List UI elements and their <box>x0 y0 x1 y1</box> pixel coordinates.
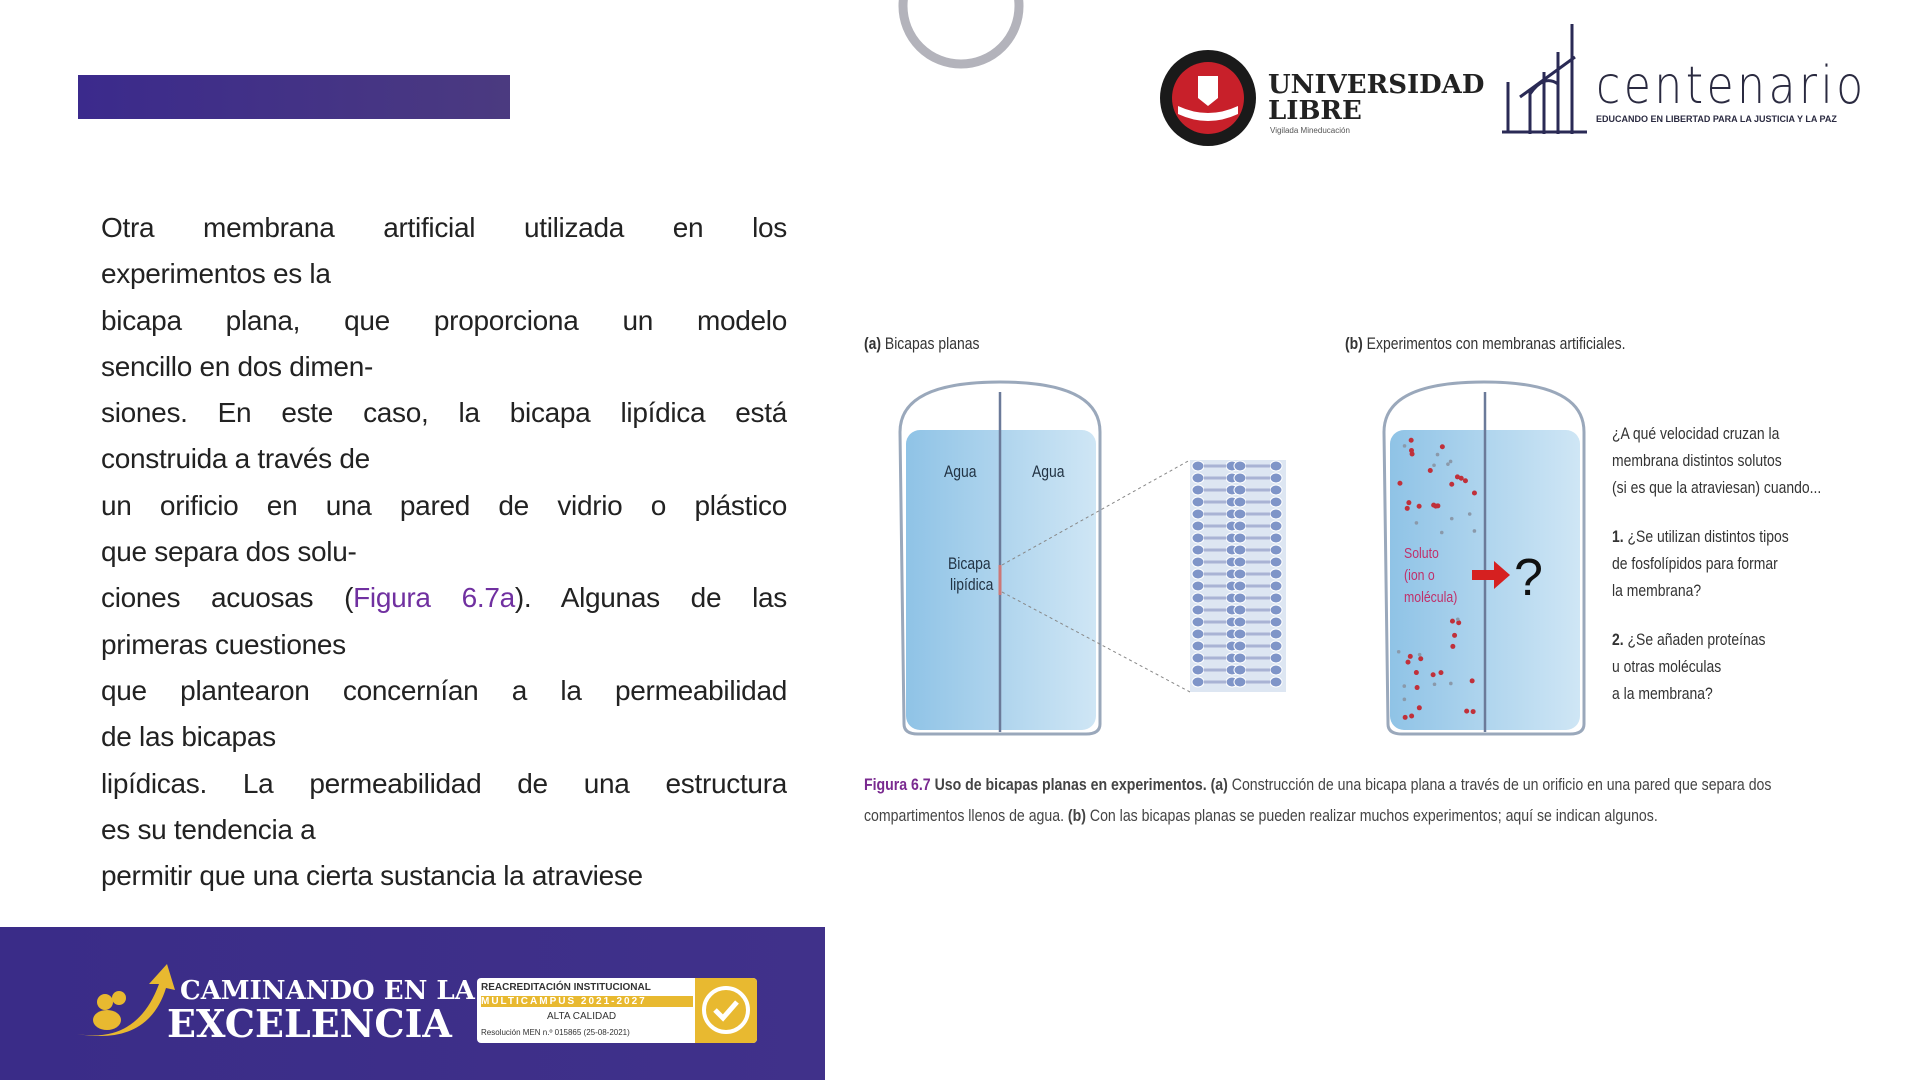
figure-label-a: (a) Bicapas planas <box>864 334 980 353</box>
water-label-left: Agua <box>944 462 977 481</box>
figure-caption-line-1: Figura 6.7 Uso de bicapas planas en experimentos. (a) Construcción de una bicapa plana a través de un orificio en una pared que separa dos <box>864 775 1772 794</box>
question-1-line: la membrana? <box>1612 581 1702 600</box>
intro-line: membrana distintos solutos <box>1612 451 1782 470</box>
paragraph-line: bicapa plana, que proporciona un modelo <box>101 304 787 336</box>
solute-label-3: molécula) <box>1404 589 1458 606</box>
centenario-tagline: EDUCANDO EN LIBERTAD PARA LA JUSTICIA Y LA PAZ <box>1596 114 1837 124</box>
badge-line-1: REACREDITACIÓN INSTITUCIONAL <box>481 982 651 993</box>
paragraph-line: construida a través de <box>101 443 370 475</box>
paragraph-line: permitir que una cierta sustancia la atraviese <box>101 860 643 892</box>
paragraph-line: Otra membrana artificial utilizada en los <box>101 212 787 243</box>
paragraph-line: que plantearon concernían a la permeabilidad <box>101 674 787 706</box>
check-seal-icon <box>695 978 757 1043</box>
paragraph-line: que separa dos solu- <box>101 536 357 568</box>
paragraph-line: sencillo en dos dimen- <box>101 350 373 382</box>
university-sub: Vigilada Mineducación <box>1270 126 1350 135</box>
paragraph-line: ciones acuosas (Figura 6.7a). Algunas de las <box>101 582 787 614</box>
paragraph-line: un orificio en una pared de vidrio o plástico <box>101 489 787 521</box>
figure-caption-line-2: compartimentos llenos de agua. (b) Con las bicapas planas se pueden realizar muchos experimentos; aquí se indican algunos. <box>864 806 1658 825</box>
bilayer-label-1: Bicapa <box>948 554 991 573</box>
university-seal-icon <box>1158 48 1258 148</box>
centenario-logo <box>1500 22 1867 142</box>
university-name-1: UNIVERSIDAD <box>1268 70 1485 100</box>
figure-label-b: (b) Experimentos con membranas artificiales. <box>1345 334 1626 353</box>
intro-line: (si es que la atraviesan) cuando... <box>1612 478 1822 497</box>
universidad-libre-logo <box>1158 48 1485 148</box>
paragraph-line: siones. En este caso, la bicapa lipídica está <box>101 397 787 429</box>
paragraph-line: es su tendencia a <box>101 813 316 845</box>
beaker-left <box>900 382 1100 734</box>
paragraph-line: experimentos es la <box>101 258 331 290</box>
body-paragraph <box>101 205 787 899</box>
building-icon <box>1500 22 1590 137</box>
badge-line-3: ALTA CALIDAD <box>547 1011 617 1022</box>
badge-line-2: MULTICAMPUS 2021-2027 <box>481 996 693 1007</box>
question-1: 1. ¿Se utilizan distintos tipos <box>1612 527 1789 546</box>
centenario-text: centenario <box>1596 56 1867 116</box>
question-list <box>1612 420 1867 707</box>
badge-line-4: Resolución MEN n.º 015865 (25-08-2021) <box>481 1028 630 1037</box>
figure-link[interactable]: Figura 6.7a <box>353 582 515 614</box>
intro-line: ¿A qué velocidad cruzan la <box>1612 424 1780 443</box>
question-2-line: a la membrana? <box>1612 684 1713 703</box>
rising-arrow-icon <box>75 962 175 1042</box>
title-bar-decoration <box>78 75 510 119</box>
bilayer-zoom <box>1190 460 1286 692</box>
question-mark: ? <box>1514 549 1543 607</box>
water-label-right: Agua <box>1032 462 1065 481</box>
slogan-line-2: EXCELENCIA <box>167 1001 452 1046</box>
university-name-2: LIBRE <box>1268 96 1362 126</box>
bilayer-label-2: lipídica <box>950 575 994 594</box>
solute-label-2: (ion o <box>1404 567 1435 584</box>
circle-decoration <box>895 0 1027 72</box>
solute-label-1: Soluto <box>1404 545 1439 562</box>
question-1-line: de fosfolípidos para formar <box>1612 554 1778 573</box>
question-2: 2. ¿Se añaden proteínas <box>1612 630 1766 649</box>
question-2-line: u otras moléculas <box>1612 657 1722 676</box>
slogan-line-1: CAMINANDO EN LA <box>180 976 475 1006</box>
paragraph-line: de las bicapas <box>101 721 276 753</box>
paragraph-line: lipídicas. La permeabilidad de una estructura <box>101 767 787 799</box>
accreditation-badge <box>477 978 757 1043</box>
paragraph-line: primeras cuestiones <box>101 628 346 660</box>
